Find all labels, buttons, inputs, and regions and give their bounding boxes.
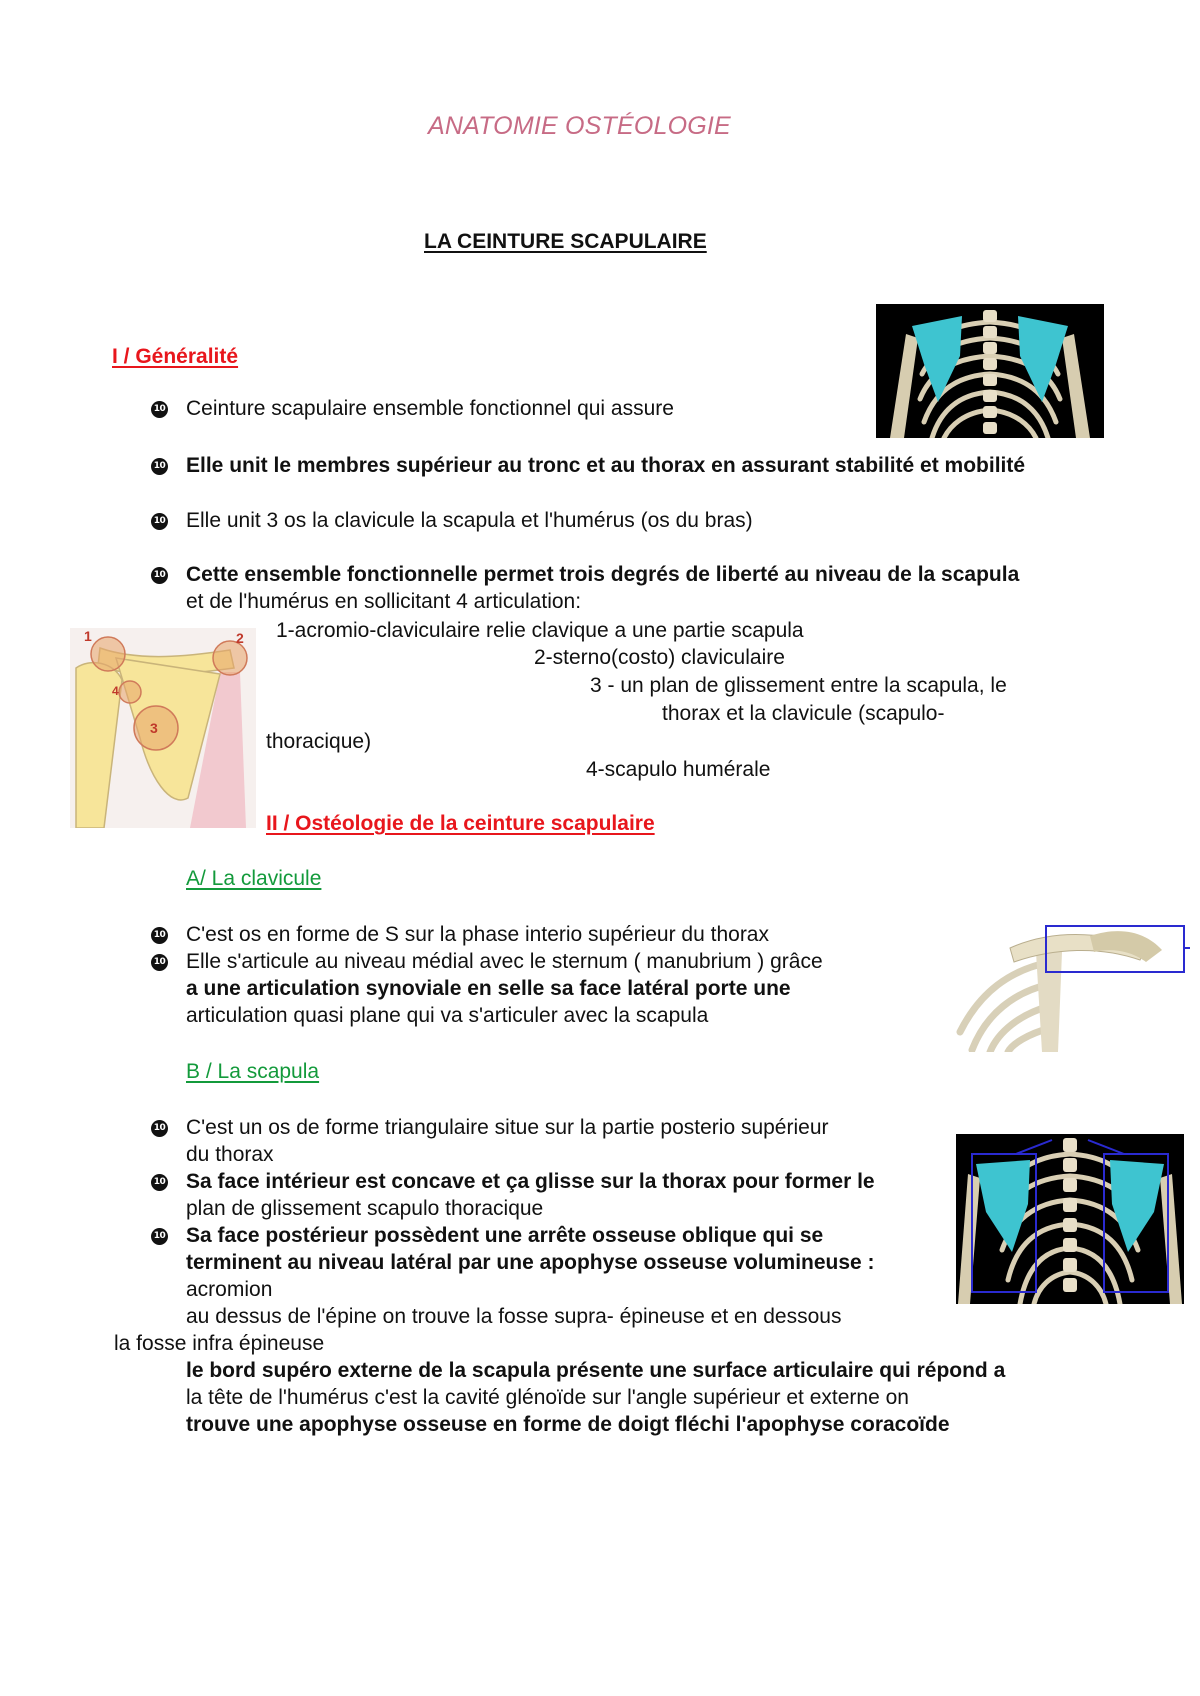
- figure-label-1: 1: [84, 628, 92, 644]
- scapula-bullet-2-line-2: plan de glissement scapulo thoracique: [186, 1197, 544, 1220]
- scapula-bullet-1-line-1: C'est un os de forme triangulaire situe sur la partie posterio supérieur: [186, 1116, 829, 1139]
- articulation-3-line-1: 3 - un plan de glissement entre la scapula, le: [590, 674, 1007, 697]
- generalite-bullet-3: Elle unit 3 os la clavicule la scapula et l'humérus (os du bras): [186, 509, 753, 532]
- clavicule-bullet-2-line-3: articulation quasi plane qui va s'articuler avec la scapula: [186, 1004, 709, 1027]
- section-title: LA CEINTURE SCAPULAIRE: [424, 230, 707, 253]
- generalite-bullet-4-line-2: et de l'humérus en sollicitant 4 articulation:: [186, 590, 582, 613]
- scapula-paragraph-2-line-3: trouve une apophyse osseuse en forme de doigt fléchi l'apophyse coracoïde: [186, 1413, 950, 1436]
- clavicule-bullet-1: C'est os en forme de S sur la phase interio supérieur du thorax: [186, 923, 769, 946]
- clavicule-bullet-2-line-2: a une articulation synoviale en selle sa face latéral porte une: [186, 977, 791, 1000]
- scapula-paragraph-2-line-2: la tête de l'humérus c'est la cavité glénoïde sur l'angle supérieur et externe on: [186, 1386, 909, 1409]
- generalite-bullet-1: Ceinture scapulaire ensemble fonctionnel qui assure: [186, 397, 674, 420]
- bullet-icon: 10: [151, 1120, 168, 1137]
- bullet-icon: 10: [151, 927, 168, 944]
- scapula-bullet-1-line-2: du thorax: [186, 1143, 274, 1166]
- articulation-1: 1-acromio-claviculaire relie clavique a une partie scapula: [276, 619, 804, 642]
- articulation-3-line-3: thoracique): [266, 730, 372, 753]
- figure-label-2: 2: [236, 630, 244, 646]
- scapula-bullet-2-line-1: Sa face intérieur est concave et ça glisse sur la thorax pour former le: [186, 1170, 875, 1193]
- document-title: ANATOMIE OSTÉOLOGIE: [428, 112, 731, 140]
- bullet-icon: 10: [151, 954, 168, 971]
- bullet-icon: 10: [151, 513, 168, 530]
- generalite-heading: I / Généralité: [112, 345, 239, 368]
- figure-label-3: 3: [150, 720, 158, 736]
- figure-label-4: 4: [112, 684, 119, 698]
- bullet-icon: 10: [151, 1174, 168, 1191]
- bullet-icon: 10: [151, 458, 168, 475]
- scapula-bullet-3-line-1: Sa face postérieur possèdent une arrête osseuse oblique qui se: [186, 1224, 824, 1247]
- articulation-3-line-2: thorax et la clavicule (scapulo-: [662, 702, 945, 725]
- thorax-scapula-image-top: [876, 304, 1104, 438]
- scapula-paragraph-1-line-2: la fosse infra épineuse: [114, 1332, 325, 1355]
- scapula-bullet-3-line-3: acromion: [186, 1278, 273, 1301]
- generalite-bullet-2: Elle unit le membres supérieur au tronc et au thorax en assurant stabilité et mobilité: [186, 454, 1026, 477]
- clavicule-heading: A/ La clavicule: [186, 867, 322, 890]
- scapula-heading: B / La scapula: [186, 1060, 320, 1083]
- generalite-bullet-4-line-1: Cette ensemble fonctionnelle permet trois degrés de liberté au niveau de la scapula: [186, 563, 1020, 586]
- osteologie-heading: II / Ostéologie de la ceinture scapulaire: [266, 812, 655, 835]
- clavicle-image: [950, 922, 1190, 1052]
- bullet-icon: 10: [151, 401, 168, 418]
- shoulder-joints-figure: [70, 628, 256, 828]
- scapula-bullet-3-line-2: terminent au niveau latéral par une apophyse osseuse volumineuse :: [186, 1251, 875, 1274]
- articulation-2: 2-sterno(costo) claviculaire: [534, 646, 785, 669]
- clavicule-bullet-2-line-1: Elle s'articule au niveau médial avec le sternum ( manubrium ) grâce: [186, 950, 823, 973]
- articulation-4: 4-scapulo humérale: [586, 758, 771, 781]
- scapula-paragraph-1-line-1: au dessus de l'épine on trouve la fosse supra- épineuse et en dessous: [186, 1305, 842, 1328]
- scapula-image-bottom: [956, 1134, 1184, 1304]
- scapula-paragraph-2-line-1: le bord supéro externe de la scapula présente une surface articulaire qui répond a: [186, 1359, 1006, 1382]
- bullet-icon: 10: [151, 567, 168, 584]
- bullet-icon: 10: [151, 1228, 168, 1245]
